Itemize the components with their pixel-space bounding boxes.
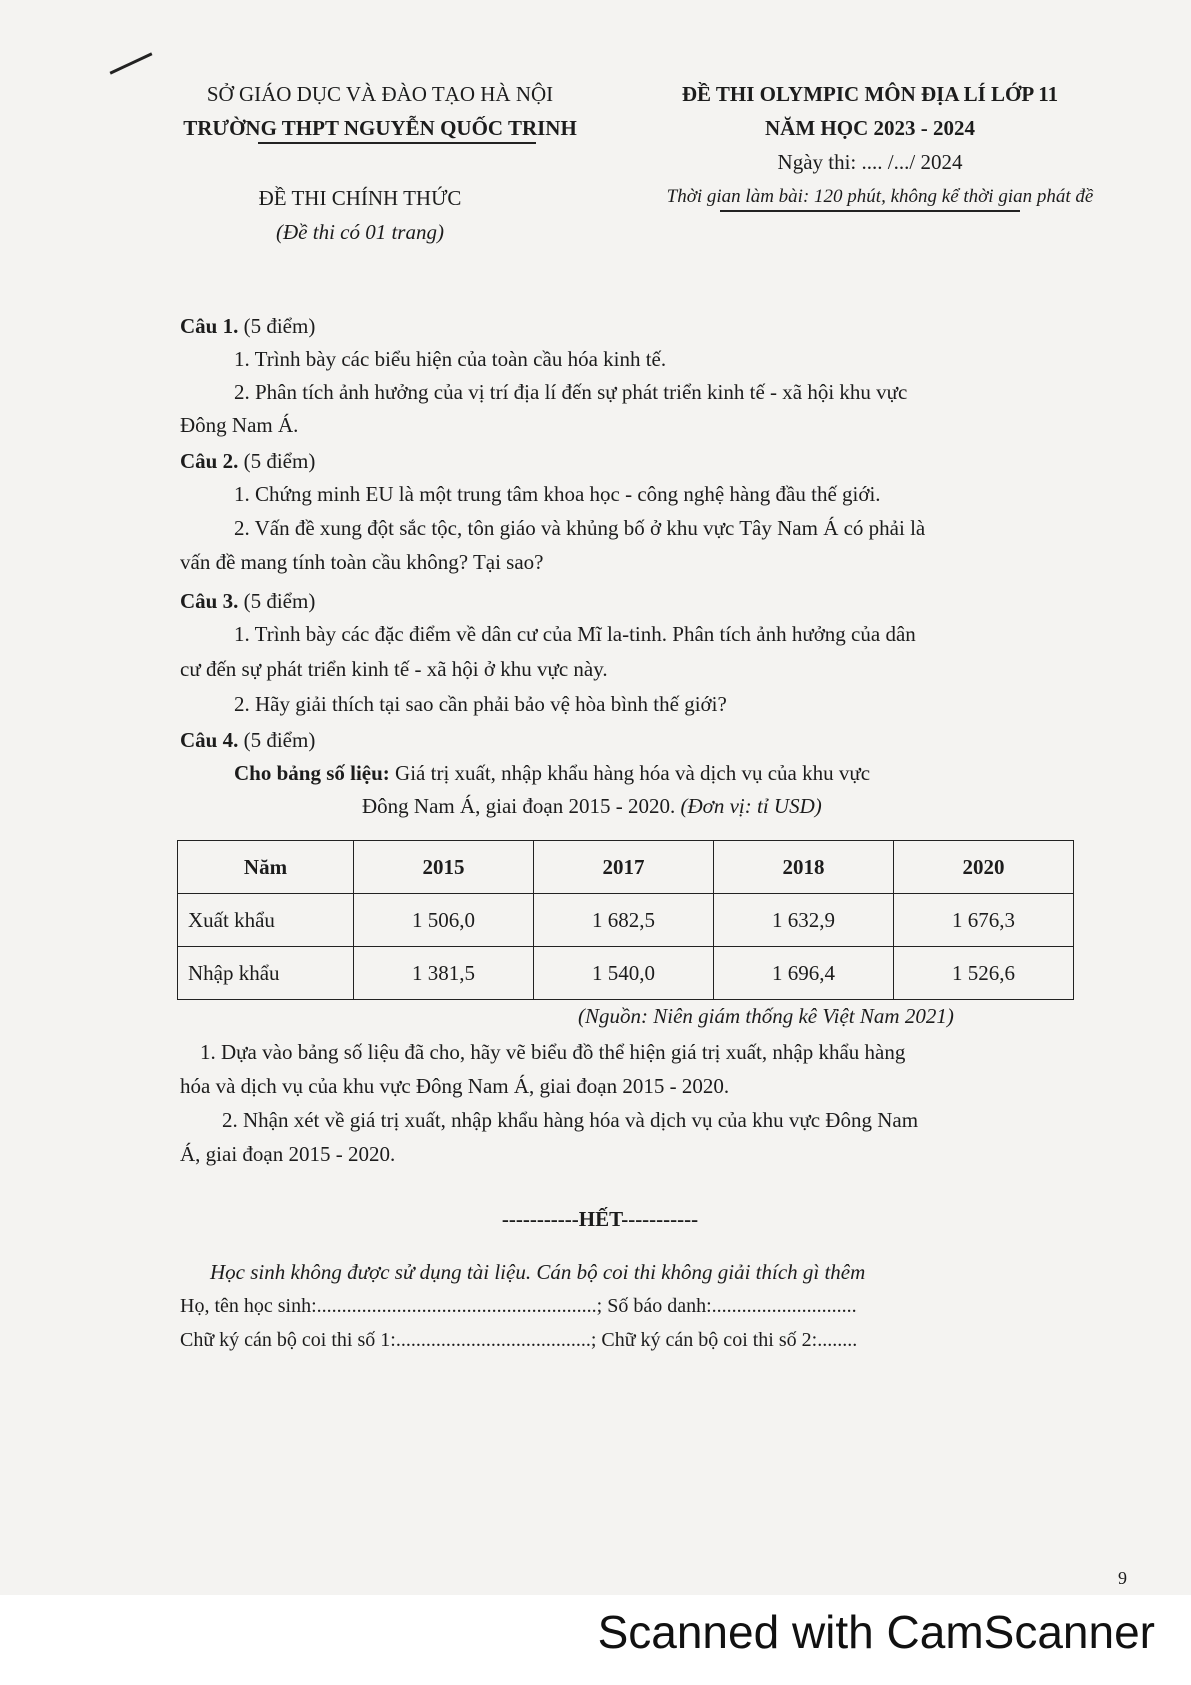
table-caption-text: Giá trị xuất, nhập khẩu hàng hóa và dịch vụ của khu vực (389, 761, 871, 785)
question-2-part-2-line-2: vấn đề mang tính toàn cầu không? Tại sao? (180, 550, 544, 574)
table-row (178, 894, 1074, 947)
question-4-part-2-line-2: Á, giai đoạn 2015 - 2020. (180, 1142, 396, 1166)
question-1-part-1: 1. Trình bày các biểu hiện của toàn cầu hóa kinh tế. (234, 347, 667, 371)
table-caption-region: Đông Nam Á, giai đoạn 2015 - 2020. (362, 794, 681, 818)
table-cell: 1 381,5 (354, 947, 534, 1000)
table-row-label: Nhập khẩu (178, 947, 354, 1000)
table-unit: (Đơn vị: tỉ USD) (680, 794, 822, 818)
table-cell: 1 632,9 (714, 894, 894, 947)
table-header-cell: Năm (178, 841, 354, 894)
question-4-part-1-line-1: 1. Dựa vào bảng số liệu đã cho, hãy vẽ biểu đồ thể hiện giá trị xuất, nhập khẩu hàng (200, 1040, 906, 1064)
exam-date: Ngày thi: .... /.../ 2024 (777, 150, 963, 174)
table-row (178, 947, 1074, 1000)
header-department: SỞ GIÁO DỤC VÀ ĐÀO TẠO HÀ NỘI (206, 82, 554, 106)
official-label: ĐỀ THI CHÍNH THỨC (258, 186, 462, 210)
table-caption-lead: Cho bảng số liệu: (234, 761, 390, 785)
question-4-title: Câu 4. (180, 728, 239, 752)
scanner-watermark: Scanned with CamScanner (597, 1606, 1155, 1658)
question-2-heading (180, 445, 315, 478)
question-3-points: (5 điểm) (243, 589, 316, 613)
table-header-cell: 2017 (534, 841, 714, 894)
trade-table (177, 840, 1074, 1000)
table-source: (Nguồn: Niên giám thống kê Việt Nam 2021) (578, 1004, 954, 1028)
exam-duration: Thời gian làm bài: 120 phút, không kể thời gian phát đề (666, 186, 1094, 207)
question-1-part-2-line-1: 2. Phân tích ảnh hưởng của vị trí địa lí đến sự phát triển kinh tế - xã hội khu vực (234, 380, 908, 404)
student-info-line: Họ, tên học sinh:........................................................; Số báo danh:............................. (180, 1295, 857, 1317)
question-2-points: (5 điểm) (243, 449, 316, 473)
end-marker: -----------HẾT----------- (501, 1207, 699, 1231)
duration-underline (720, 210, 1020, 212)
table-header-cell: 2020 (894, 841, 1074, 894)
table-header-cell: 2018 (714, 841, 894, 894)
exam-title: ĐỀ THI OLYMPIC MÔN ĐỊA LÍ LỚP 11 (681, 82, 1059, 106)
table-header-cell: 2015 (354, 841, 534, 894)
signature-line: Chữ ký cán bộ coi thi số 1:.......................................; Chữ ký cán bộ coi thi số 2:........ (180, 1329, 858, 1351)
question-1-heading (180, 310, 315, 343)
question-2-title: Câu 2. (180, 449, 239, 473)
page-number: 9 (1118, 1568, 1127, 1588)
question-1-title: Câu 1. (180, 314, 239, 338)
question-2-part-2-line-1: 2. Vấn đề xung đột sắc tộc, tôn giáo và khủng bố ở khu vực Tây Nam Á có phải là (234, 516, 926, 540)
question-3-part-1-line-1: 1. Trình bày các đặc điểm về dân cư của Mĩ la-tinh. Phân tích ảnh hưởng của dân (234, 622, 916, 646)
table-cell: 1 676,3 (894, 894, 1074, 947)
question-4-points: (5 điểm) (243, 728, 316, 752)
school-year: NĂM HỌC 2023 - 2024 (765, 116, 975, 140)
table-caption-line-1 (234, 757, 870, 790)
question-2-part-1: 1. Chứng minh EU là một trung tâm khoa học - công nghệ hàng đầu thế giới. (234, 482, 881, 506)
table-cell: 1 682,5 (534, 894, 714, 947)
table-row-label: Xuất khẩu (178, 894, 354, 947)
table-cell: 1 526,6 (894, 947, 1074, 1000)
question-1-part-2-line-2: Đông Nam Á. (180, 413, 299, 437)
question-3-part-2: 2. Hãy giải thích tại sao cần phải bảo vệ hòa bình thế giới? (234, 692, 727, 716)
pages-note: (Đề thi có 01 trang) (276, 220, 444, 244)
pen-mark (110, 52, 153, 74)
question-3-title: Câu 3. (180, 589, 239, 613)
table-caption-line-2 (362, 790, 822, 823)
question-4-part-2-line-1: 2. Nhận xét về giá trị xuất, nhập khẩu hàng hóa và dịch vụ của khu vực Đông Nam (222, 1108, 919, 1132)
header-school-underline (258, 142, 536, 144)
header-school: TRƯỜNG THPT NGUYỄN QUỐC TRINH (183, 116, 577, 140)
table-cell: 1 506,0 (354, 894, 534, 947)
footer-note: Học sinh không được sử dụng tài liệu. Cán bộ coi thi không giải thích gì thêm (210, 1260, 866, 1284)
table-header-row (178, 841, 1074, 894)
question-3-part-1-line-2: cư đến sự phát triển kinh tế - xã hội ở khu vực này. (180, 657, 608, 681)
table-cell: 1 540,0 (534, 947, 714, 1000)
table-cell: 1 696,4 (714, 947, 894, 1000)
question-4-part-1-line-2: hóa và dịch vụ của khu vực Đông Nam Á, giai đoạn 2015 - 2020. (180, 1074, 730, 1098)
question-1-points: (5 điểm) (243, 314, 316, 338)
question-4-heading (180, 724, 315, 757)
question-3-heading (180, 585, 315, 618)
